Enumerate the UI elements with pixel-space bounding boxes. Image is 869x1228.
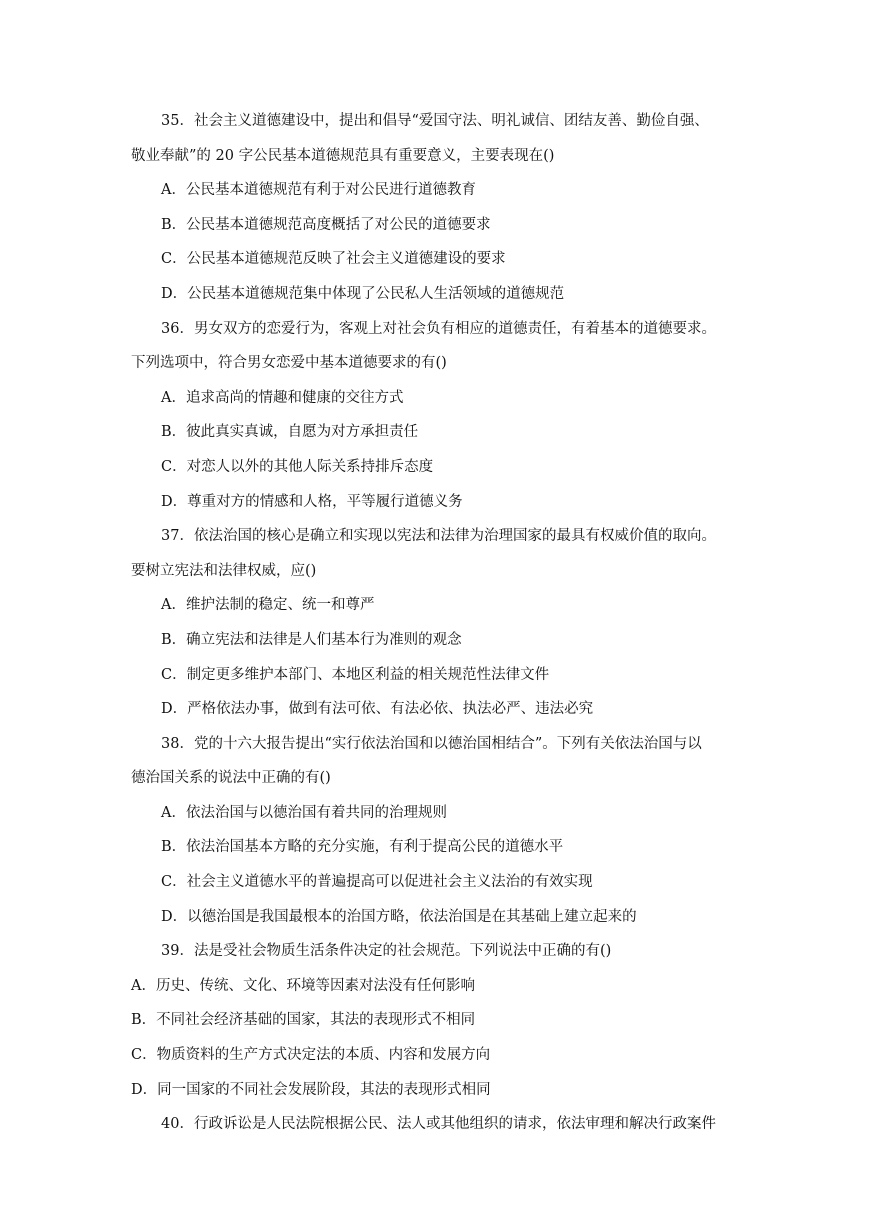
option-d: D．以德治国是我国最根本的治国方略，依法治国是在其基础上建立起来的 (161, 908, 637, 925)
question-stem-line: 37．依法治国的核心是确立和实现以宪法和法律为治理国家的最具有权威价值的取向。 (161, 528, 716, 545)
question-stem-line: 35．社会主义道德建设中，提出和倡导“爱国守法、明礼诚信、团结友善、勤俭自强、 (161, 113, 709, 129)
option-b: B．彼此真实真诚，自愿为对方承担责任 (161, 424, 419, 441)
question-35 (131, 104, 749, 312)
option-c: C．社会主义道德水平的普遍提高可以促进社会主义法治的有效实现 (161, 874, 593, 891)
option-c: C．制定更多维护本部门、本地区利益的相关规范性法律文件 (161, 666, 550, 683)
question-stem-line: 下列选项中，符合男女恋爱中基本道德要求的有() (131, 355, 447, 372)
option-a: A．历史、传统、文化、环境等因素对法没有任何影响 (131, 977, 475, 994)
question-stem-line: 敬业奉献”的 20 字公民基本道德规范具有重要意义，主要表现在() (131, 147, 555, 164)
option-d: D．严格依法办事，做到有法可依、有法必依、执法必严、违法必究 (161, 701, 594, 718)
option-b: B．公民基本道德规范高度概括了对公民的道德要求 (161, 216, 491, 233)
option-b: B．不同社会经济基础的国家，其法的表现形式不相同 (131, 1012, 476, 1029)
question-stem-line: 要树立宪法和法律权威，应() (131, 562, 317, 579)
question-40 (131, 1107, 749, 1142)
option-d: D．同一国家的不同社会发展阶段，其法的表现形式相同 (131, 1081, 491, 1098)
question-stem-line: 40．行政诉讼是人民法院根据公民、法人或其他组织的请求，依法审理和解决行政案件 (161, 1116, 716, 1133)
question-stem-line: 38．党的十六大报告提出“实行依法治国和以德治国相结合”。下列有关依法治国与以 (161, 735, 702, 752)
question-36 (131, 312, 749, 520)
question-stem-line: 德治国关系的说法中正确的有() (131, 770, 331, 787)
question-38 (131, 727, 749, 935)
option-d: D．公民基本道德规范集中体现了公民私人生活领域的道德规范 (161, 285, 565, 302)
option-c: C．对恋人以外的其他人际关系持排斥态度 (161, 458, 434, 475)
option-c: C．物质资料的生产方式决定法的本质、内容和发展方向 (131, 1047, 491, 1064)
option-a: A．维护法制的稳定、统一和尊严 (161, 597, 375, 614)
question-list (131, 104, 749, 1142)
option-b: B．确立宪法和法律是人们基本行为准则的观念 (161, 631, 462, 648)
question-stem-line: 36．男女双方的恋爱行为，客观上对社会负有相应的道德责任，有着基本的道德要求。 (161, 320, 716, 337)
option-a: A．依法治国与以德治国有着共同的治理规则 (161, 804, 447, 821)
option-a: A．追求高尚的情趣和健康的交往方式 (161, 389, 404, 406)
question-stem-line: 39．法是受社会物质生活条件决定的社会规范。下列说法中正确的有() (161, 943, 612, 960)
option-b: B．依法治国基本方略的充分实施，有利于提高公民的道德水平 (161, 839, 564, 856)
option-d: D．尊重对方的情感和人格，平等履行道德义务 (161, 493, 463, 510)
option-c: C．公民基本道德规范反映了社会主义道德建设的要求 (161, 251, 506, 268)
option-a: A．公民基本道德规范有利于对公民进行道德教育 (161, 182, 476, 199)
question-39 (131, 934, 749, 1107)
question-37 (131, 519, 749, 727)
